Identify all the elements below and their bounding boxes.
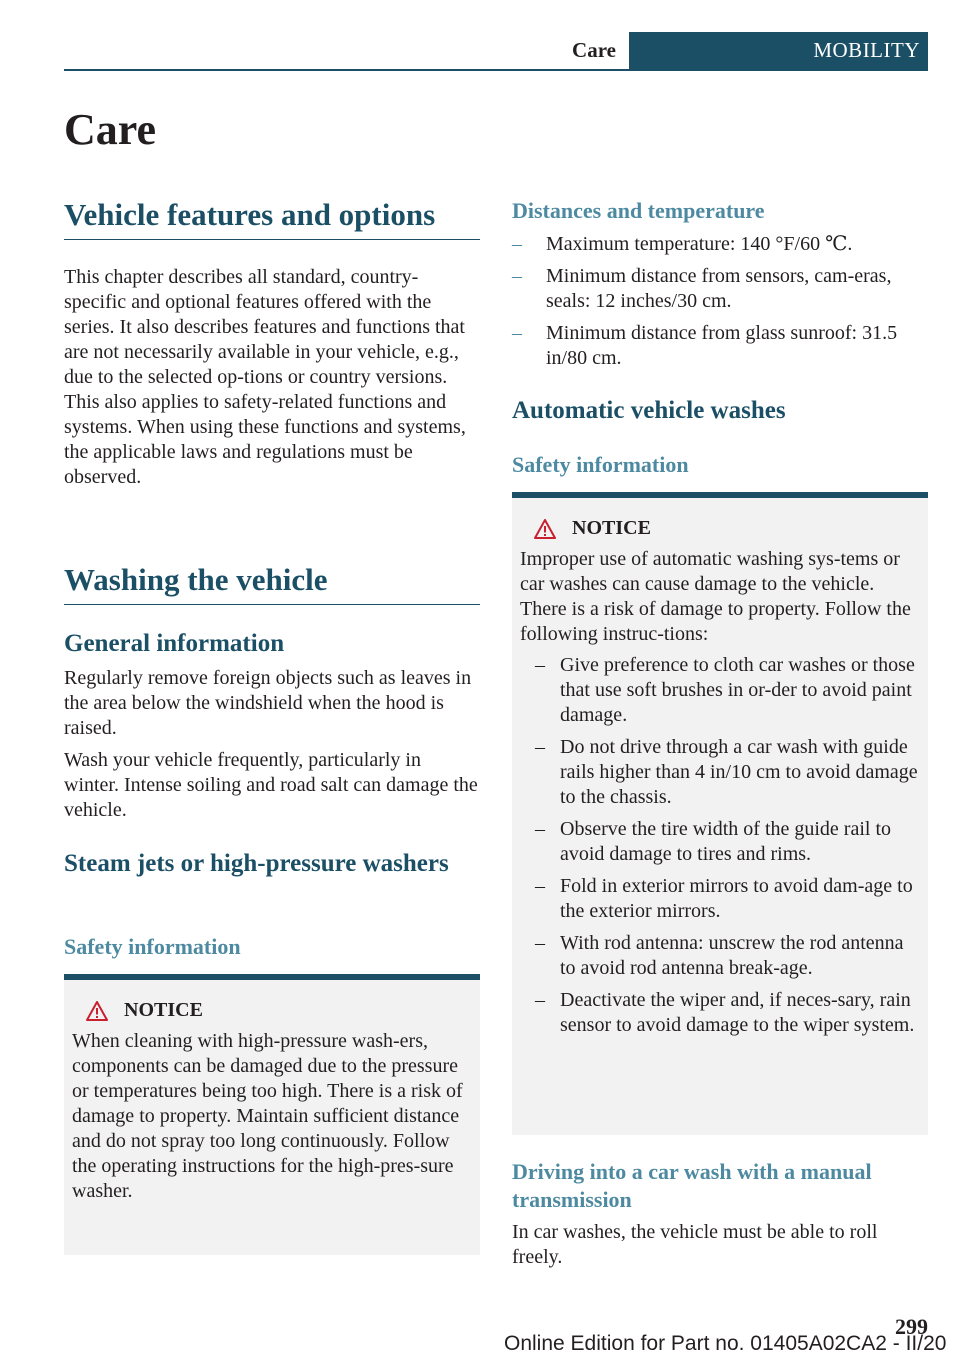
list-item: – Observe the tire width of the guide rail to avoid damage to tires and rims.: [535, 818, 892, 865]
page-number: 299: [895, 1314, 928, 1339]
list-item: – Fold in exterior mirrors to avoid dam-age to the exterior mirrors.: [535, 875, 913, 922]
heading-automatic-washes: Automatic vehicle washes: [512, 397, 786, 424]
notice-text: When cleaning with high-pressure wash-ers, components can be damaged due to the pressure or temperatures being too high. There is a risk of damage to property. Maintain sufficient distance and do not spray too long continuously. Follow the operating instructions for the high-pres-sure washer.: [72, 1030, 463, 1202]
notice-box: [64, 974, 480, 1255]
list-item: – With rod antenna: unscrew the rod antenna to avoid rod antenna break-age.: [535, 932, 904, 979]
notice-text: Improper use of automatic washing sys-tems or car washes can cause damage to the vehicle. There is a risk of damage to property. Follow the following instruc-tions:: [520, 548, 911, 645]
edition-note: Online Edition for Part no. 01405A02CA2 - II/20: [504, 1332, 947, 1355]
features-paragraph: This chapter describes all standard, country-specific and optional features offered with the series. It also describes features and functions that are not necessarily available in your vehicle, e.g., due to the selected op-tions or country versions. This also applies to safety-related functions and systems. When using these functions and systems, the applicable laws and regulations must be observed.: [64, 266, 466, 488]
heading-general-information: General information: [64, 630, 285, 657]
notice-header: [520, 516, 920, 541]
list-item: – Minimum distance from glass sunroof: 31.5 in/80 cm.: [512, 322, 898, 369]
page-footer: [0, 1314, 960, 1362]
general-paragraph-1: Regularly remove foreign objects such as leaves in the area below the windshield when the hood is raised.: [64, 667, 472, 739]
manual-transmission-paragraph: In car washes, the vehicle must be able to roll freely.: [512, 1221, 878, 1268]
heading-rule: [64, 239, 480, 240]
notice-header: [72, 998, 472, 1023]
header-section-label: Care: [572, 38, 616, 62]
heading-washing-vehicle: Washing the vehicle: [64, 562, 328, 597]
heading-manual-transmission-wash: Driving into a car wash with a manual transmission: [512, 1159, 872, 1212]
warning-triangle-icon: [86, 1001, 108, 1021]
list-item: – Do not drive through a car wash with guide rails higher than 4 in/10 cm to avoid damage to the chassis.: [535, 736, 918, 808]
list-item: – Minimum distance from sensors, cam-eras, seals: 12 inches/30 cm.: [512, 265, 892, 312]
heading-safety-information: Safety information: [64, 934, 241, 959]
heading-rule: [64, 604, 480, 605]
header-chapter-tab: MOBILITY: [629, 32, 928, 69]
notice-label: NOTICE: [124, 999, 203, 1021]
list-item: – Deactivate the wiper and, if neces-sary, rain sensor to avoid damage to the wiper system.: [535, 989, 915, 1036]
notice-list: [520, 653, 920, 1038]
heading-safety-information: Safety information: [512, 452, 689, 477]
warning-triangle-icon: [534, 519, 556, 539]
list-item: – Give preference to cloth car washes or those that use soft brushes in or-der to avoid paint damage.: [535, 654, 915, 726]
heading-distances-temperature: Distances and temperature: [512, 198, 765, 223]
general-paragraph-2: Wash your vehicle frequently, particularly in winter. Intense soiling and road salt can damage the vehicle.: [64, 749, 478, 821]
page-title: Care: [64, 105, 157, 154]
heading-steam-jets: Steam jets or high-pressure washers: [64, 850, 449, 877]
notice-label: NOTICE: [572, 517, 651, 539]
list-item: – Maximum temperature: 140 °F/60 ℃.: [512, 233, 853, 255]
heading-vehicle-features: Vehicle features and options: [64, 197, 436, 232]
header-rule: [64, 69, 928, 71]
distances-list: [512, 232, 928, 371]
notice-box: [512, 492, 928, 1135]
